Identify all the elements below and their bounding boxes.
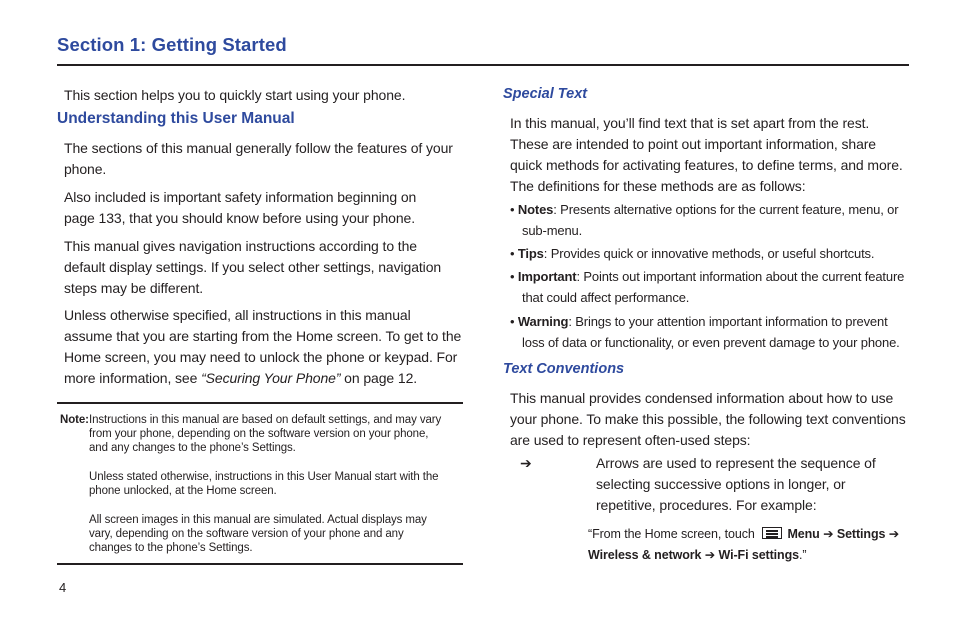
text-conventions-heading: Text Conventions xyxy=(503,361,625,377)
text-fragment: “From the Home screen, touch xyxy=(588,527,755,541)
text-line: The sections of this manual generally follow the features of your xyxy=(64,140,453,156)
text-line: phone. xyxy=(64,161,107,177)
page-title: Section 1: Getting Started xyxy=(57,34,287,55)
text-line: This manual provides condensed information about how to use xyxy=(510,390,894,406)
understanding-paragraph-4 xyxy=(64,305,461,389)
arrow-icon: ➔ xyxy=(704,548,716,562)
text-line: and any changes to the phone’s Settings. xyxy=(89,442,296,454)
text-line: are used to represent often-used steps: xyxy=(510,432,751,448)
special-text-paragraph xyxy=(510,113,903,197)
intro-text: This section helps you to quickly start using your phone. xyxy=(64,87,406,103)
settings-label: Settings xyxy=(836,527,886,541)
text-line: your phone. To make this possible, the following text conventions xyxy=(510,411,906,427)
text-line: page 133, that you should know before using your phone. xyxy=(64,210,415,226)
example-line-2 xyxy=(588,545,806,566)
text-line: from your phone, depending on the software version on your phone, xyxy=(89,428,429,440)
bullet-notes xyxy=(510,199,898,241)
bullet-term: Important xyxy=(517,269,577,284)
text-line: Arrows are used to represent the sequence of xyxy=(596,455,876,471)
text-line: loss of data or functionality, or even prevent damage to your phone. xyxy=(522,335,900,350)
arrow-description xyxy=(596,453,876,516)
bullet-term: Notes xyxy=(517,202,554,217)
bullet-term: Warning xyxy=(517,314,569,329)
text-line: • Tips: Provides quick or innovative methods, or useful shortcuts. xyxy=(510,246,875,261)
text-line: The definitions for these methods are as follows: xyxy=(510,178,806,194)
text-conventions-paragraph xyxy=(510,388,906,451)
text-line: changes to the phone’s Settings. xyxy=(89,542,253,554)
arrow-icon: ➔ xyxy=(823,527,834,541)
understanding-paragraph-1 xyxy=(64,138,453,180)
text-line: Also included is important safety information beginning on xyxy=(64,189,417,205)
note-top-rule xyxy=(57,402,463,404)
text-line: Unless stated otherwise, instructions in this User Manual start with the xyxy=(89,471,439,483)
text-line: default display settings. If you select other settings, navigation xyxy=(64,259,442,275)
bullet-important xyxy=(510,266,904,308)
note-item-2 xyxy=(89,470,438,498)
text-line: All screen images in this manual are simulated. Actual displays may xyxy=(89,514,427,526)
bullet-term: Tips xyxy=(517,246,544,261)
understanding-paragraph-3 xyxy=(64,236,441,299)
text-line: Unless otherwise specified, all instructions in this manual xyxy=(64,307,411,323)
text-line: • Important: Points out important information about the current feature xyxy=(510,269,905,284)
title-rule xyxy=(57,64,909,66)
text-line: • Warning: Brings to your attention important information to prevent xyxy=(510,314,888,329)
wireless-network-label: Wireless & network xyxy=(588,548,702,562)
text-line: In this manual, you’ll find text that is set apart from the rest. xyxy=(510,115,870,131)
text-line: • Notes: Presents alternative options for the current feature, menu, or xyxy=(510,202,899,217)
note-bottom-rule xyxy=(57,563,463,565)
bullet-text: : Provides quick or innovative methods, or useful shortcuts. xyxy=(543,246,875,261)
text-line: This manual gives navigation instructions according to the xyxy=(64,238,417,254)
text-line: vary, depending on the software version of your phone and any xyxy=(89,528,404,540)
page-number: 4 xyxy=(59,580,67,595)
text-line: Instructions in this manual are based on default settings, and may vary xyxy=(89,414,442,426)
text-line: selecting successive options in longer, or xyxy=(596,476,846,492)
arrow-icon: ➔ xyxy=(888,527,900,541)
text-line xyxy=(64,368,461,389)
text-line: quick methods for activating features, to define terms, and more. xyxy=(510,157,903,173)
text-fragment: on page 12. xyxy=(340,370,418,386)
example-line-1 xyxy=(588,524,899,545)
menu-label: Menu xyxy=(787,527,820,541)
text-line: phone unlocked, at the Home screen. xyxy=(89,485,277,497)
note-label: Note: xyxy=(60,414,89,426)
menu-key-icon xyxy=(762,527,782,539)
text-fragment: more information, see xyxy=(64,370,202,386)
text-line: assume that you are starting from the Home screen. To get to the xyxy=(64,328,462,344)
text-fragment: .” xyxy=(798,548,807,562)
bullet-tips xyxy=(510,243,874,264)
cross-reference-link[interactable]: “Securing Your Phone” xyxy=(201,370,341,386)
text-line: repetitive, procedures. For example: xyxy=(596,497,817,513)
text-line: These are intended to point out important information, share xyxy=(510,136,876,152)
note-item-1 xyxy=(89,413,441,455)
text-line: steps may be different. xyxy=(64,280,204,296)
arrow-icon: ➔ xyxy=(520,455,532,471)
text-line: Home screen, you may need to unlock the phone or keypad. For xyxy=(64,349,458,365)
bullet-text: : Points out important information about the current feature xyxy=(576,269,905,284)
wifi-settings-label: Wi-Fi settings xyxy=(718,548,799,562)
text-line: sub-menu. xyxy=(522,223,583,238)
note-item-3 xyxy=(89,513,427,555)
understanding-heading: Understanding this User Manual xyxy=(57,110,295,127)
bullet-text: : Brings to your attention important information to prevent xyxy=(568,314,888,329)
bullet-text: : Presents alternative options for the current feature, menu, or xyxy=(553,202,899,217)
understanding-paragraph-2 xyxy=(64,187,416,229)
text-line: that could affect performance. xyxy=(522,290,690,305)
special-text-heading: Special Text xyxy=(503,86,588,102)
bullet-warning xyxy=(510,311,900,353)
